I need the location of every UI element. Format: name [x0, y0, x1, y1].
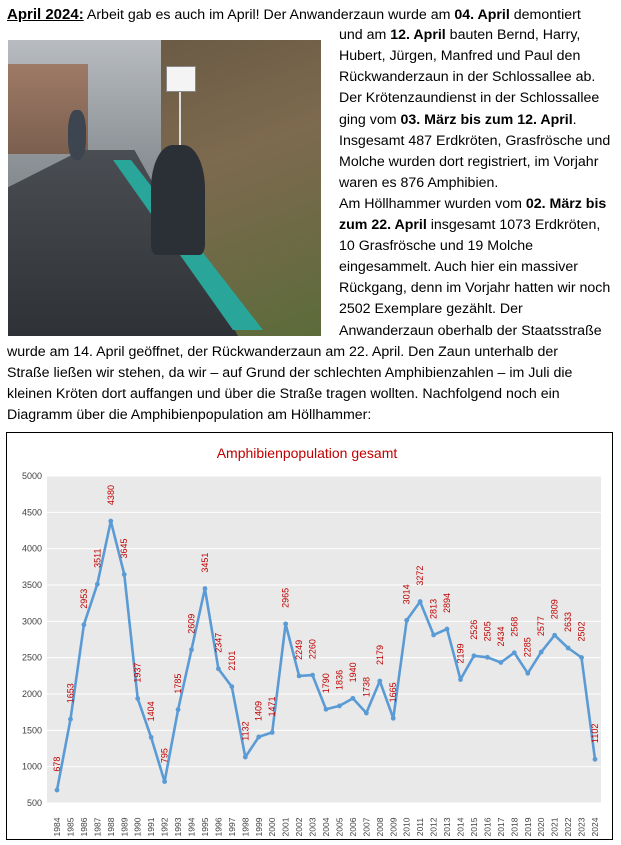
text-line: [339, 215, 600, 236]
data-point: [55, 788, 60, 793]
data-label: 1471: [267, 696, 278, 717]
data-label: 2809: [549, 599, 560, 620]
text-segment: Der Krötenzaundienst in der Schlossallee: [339, 90, 600, 107]
photo-person-background: [68, 110, 86, 160]
data-point: [108, 519, 113, 524]
data-point: [579, 655, 584, 660]
data-label: 2577: [536, 616, 547, 637]
text-segment: 10 Grasfrösche und 19 Molche: [339, 238, 534, 255]
text-line: [339, 131, 610, 152]
data-label: 3272: [415, 565, 426, 586]
text-line: [339, 25, 580, 46]
text-line: [7, 405, 371, 426]
y-tick-label: 4000: [21, 543, 42, 554]
data-label: 1836: [334, 669, 345, 690]
x-tick-label: 1986: [78, 817, 89, 837]
data-label: 1132: [240, 721, 251, 741]
text-line: [339, 194, 606, 215]
data-point: [95, 582, 100, 587]
x-tick-label: 2014: [455, 817, 466, 837]
data-label: 2965: [280, 587, 291, 608]
data-point: [391, 716, 396, 721]
data-point: [189, 647, 194, 652]
text-segment: Arbeit gab es auch im April! Der Anwanderzaun wurde am: [83, 7, 455, 23]
data-point: [297, 674, 302, 679]
text-line: [339, 321, 602, 342]
data-label: 2609: [186, 613, 197, 634]
data-label: 2894: [442, 593, 453, 614]
text-line: [7, 384, 560, 405]
data-label: 1409: [253, 700, 264, 721]
text-segment: 2502 Exemplare gezählt. Der: [339, 301, 523, 318]
text-segment: und am: [339, 27, 391, 44]
data-point: [243, 755, 248, 760]
data-point: [525, 671, 530, 676]
text-line: [339, 236, 533, 257]
y-tick-label: 1500: [21, 725, 42, 736]
data-point: [283, 621, 288, 626]
data-point: [203, 586, 208, 591]
x-tick-label: 1992: [159, 817, 170, 837]
data-point: [377, 679, 382, 684]
data-point: [324, 707, 329, 712]
data-label: 2347: [213, 632, 224, 653]
data-point: [216, 666, 221, 671]
data-point: [472, 653, 477, 658]
data-point: [566, 646, 571, 651]
x-tick-label: 2018: [509, 817, 520, 837]
x-tick-label: 2007: [361, 817, 372, 837]
x-tick-label: 1988: [105, 817, 116, 837]
text-segment: 03. März bis zum 12. April: [400, 111, 573, 128]
x-tick-label: 1997: [226, 817, 237, 837]
x-tick-label: 2009: [388, 817, 399, 837]
text-segment: Rückgang, denn im Vorjahr hatten wir noch: [339, 280, 611, 297]
x-tick-label: 2024: [590, 817, 600, 837]
data-point: [552, 633, 557, 638]
text-line: [339, 152, 598, 173]
data-point: [310, 673, 315, 678]
data-point: [149, 735, 154, 740]
data-label: 2199: [455, 643, 466, 664]
x-tick-label: 2021: [549, 817, 560, 837]
x-tick-label: 1998: [240, 817, 251, 837]
x-tick-label: 1987: [92, 817, 103, 837]
data-label: 678: [52, 756, 62, 772]
y-tick-label: 3500: [21, 580, 42, 590]
data-label: 1790: [321, 673, 331, 694]
photo-sign-pole: [179, 90, 181, 150]
text-segment: Am Höllhammer wurden vom: [339, 195, 526, 212]
x-tick-label: 2016: [482, 817, 493, 837]
x-tick-label: 2001: [280, 817, 291, 837]
x-tick-label: 1985: [65, 817, 76, 837]
x-tick-label: 2023: [576, 817, 587, 837]
data-point: [351, 696, 356, 701]
data-label: 2953: [78, 588, 89, 609]
text-line: [339, 110, 577, 131]
text-segment: Diagramm über die Amphibienpopulation am Höllhammer:: [7, 406, 372, 423]
text-segment: zum 22. April: [339, 217, 427, 233]
data-point: [431, 633, 436, 638]
data-label: 3511: [92, 548, 103, 568]
x-tick-label: 2002: [294, 817, 305, 837]
x-tick-label: 2005: [334, 817, 345, 837]
y-tick-label: 4500: [21, 507, 42, 518]
y-tick-label: 500: [26, 798, 42, 808]
x-tick-label: 2022: [563, 817, 574, 837]
data-point: [256, 735, 261, 740]
text-segment: Anwanderzaun oberhalb der Staatsstraße: [339, 322, 602, 339]
chart-svg: [7, 433, 612, 839]
data-label: 3014: [401, 584, 412, 605]
text-line: [339, 88, 599, 109]
data-label: 1785: [173, 673, 184, 694]
data-label: 1404: [146, 701, 157, 722]
data-label: 2813: [428, 598, 439, 619]
x-tick-label: 2013: [442, 817, 453, 837]
data-point: [229, 684, 234, 689]
x-tick-label: 1999: [253, 817, 264, 837]
data-point: [539, 650, 544, 655]
data-label: 2505: [482, 621, 493, 642]
x-tick-label: 1993: [173, 817, 184, 837]
data-point: [162, 779, 167, 784]
text-segment: insgesamt 1073 Erdkröten,: [426, 217, 601, 233]
x-tick-label: 1994: [186, 817, 197, 837]
text-line: [339, 278, 610, 299]
data-point: [82, 622, 87, 627]
data-label: 1653: [65, 683, 76, 704]
text-line: [339, 257, 578, 278]
data-label: 2101: [226, 650, 237, 671]
x-tick-label: 2010: [401, 817, 412, 837]
x-tick-label: 1984: [52, 817, 62, 837]
y-tick-label: 2000: [21, 689, 42, 699]
chart-title: Amphibienpopulation gesamt: [216, 445, 398, 461]
data-label: 2502: [576, 621, 587, 642]
text-line: [339, 299, 523, 320]
text-line: [7, 4, 581, 26]
text-line: [7, 342, 558, 363]
data-point: [445, 627, 450, 632]
data-point: [418, 599, 423, 604]
data-label: 2434: [495, 626, 506, 647]
photo-parking-sign: [166, 66, 196, 92]
data-label: 3451: [199, 552, 210, 573]
text-segment: waren es 876 Amphibien.: [339, 174, 499, 191]
data-point: [68, 717, 73, 722]
text-segment: 12. April: [390, 27, 446, 44]
x-tick-label: 1990: [132, 817, 143, 837]
text-segment: bauten Bernd, Harry,: [445, 27, 581, 44]
data-point: [337, 704, 342, 709]
data-label: 1937: [132, 662, 143, 683]
x-tick-label: 1995: [199, 817, 210, 837]
data-label: 1102: [590, 723, 600, 743]
data-label: 1738: [361, 677, 372, 698]
data-point: [122, 572, 127, 577]
data-label: 2633: [563, 611, 574, 633]
text-segment: Molche wurden dort registriert, im Vorjahr: [339, 153, 599, 170]
text-segment: wurde am 14. April geöffnet, der Rückwanderzaun am 22. April. Den Zaun unterhalb der: [7, 343, 559, 360]
data-point: [593, 757, 598, 762]
text-segment: Straße ließen wir stehen, da wir – auf Grund der schlechten Amphibienzahlen – im Juli die: [7, 364, 573, 381]
text-segment: Hubert, Jürgen, Manfred und Paul den: [339, 48, 581, 65]
y-tick-label: 1000: [21, 761, 42, 772]
x-tick-label: 2000: [267, 817, 278, 837]
text-segment: eingesammelt. Auch hier ein massiver: [339, 259, 578, 276]
data-label: 2285: [522, 637, 533, 658]
x-tick-label: 2015: [468, 817, 479, 837]
data-point: [512, 650, 517, 655]
x-tick-label: 2011: [415, 817, 426, 837]
y-tick-label: 2500: [21, 652, 42, 663]
data-label: 2568: [509, 616, 520, 637]
section-heading: April 2024:: [7, 6, 84, 23]
data-label: 2249: [294, 639, 305, 660]
x-tick-label: 2006: [347, 817, 358, 837]
data-point: [458, 677, 463, 682]
text-line: [339, 46, 580, 67]
data-label: 4380: [105, 485, 116, 506]
x-tick-label: 1989: [119, 817, 130, 837]
text-segment: demontiert: [509, 7, 581, 23]
data-point: [135, 696, 140, 701]
x-tick-label: 2012: [428, 817, 439, 837]
data-point: [364, 711, 369, 716]
x-tick-label: 1996: [213, 817, 224, 837]
population-chart: [6, 432, 613, 840]
x-tick-label: 2017: [495, 817, 506, 837]
x-tick-label: 2003: [307, 817, 318, 837]
data-label: 3645: [119, 538, 130, 559]
data-label: 1940: [347, 662, 358, 683]
x-tick-label: 2008: [374, 817, 385, 837]
text-segment: 04. April: [454, 7, 510, 23]
data-point: [485, 655, 490, 660]
y-tick-label: 3000: [21, 616, 42, 627]
data-point: [498, 660, 503, 665]
x-tick-label: 2019: [522, 817, 533, 837]
data-point: [404, 618, 409, 623]
text-line: [7, 363, 572, 384]
text-segment: Insgesamt 487 Erdkröten, Grasfrösche und: [339, 132, 611, 149]
photo-person-foreground: [151, 145, 205, 255]
data-label: 2526: [468, 619, 479, 640]
y-tick-label: 5000: [21, 471, 42, 481]
data-label: 2260: [307, 639, 318, 660]
data-point: [270, 730, 275, 735]
fence-dismantling-photo: [8, 40, 321, 336]
data-label: 2179: [374, 644, 385, 666]
text-segment: .: [572, 111, 577, 128]
text-line: [339, 67, 595, 88]
text-line: [339, 173, 498, 194]
text-segment: 02. März bis: [525, 195, 607, 212]
text-segment: Rückwanderzaun in der Schlossallee ab.: [339, 69, 596, 86]
x-tick-label: 1991: [146, 817, 157, 837]
data-label: 795: [159, 748, 170, 764]
x-tick-label: 2020: [536, 817, 547, 837]
data-label: 1665: [388, 682, 399, 703]
x-tick-label: 2004: [321, 817, 331, 837]
text-segment: ging vom: [339, 111, 401, 128]
text-segment: kleinen Kröten dort auffangen und über die Straße tragen wollten. Nachfolgend noch ein: [7, 385, 560, 402]
data-point: [176, 707, 181, 712]
